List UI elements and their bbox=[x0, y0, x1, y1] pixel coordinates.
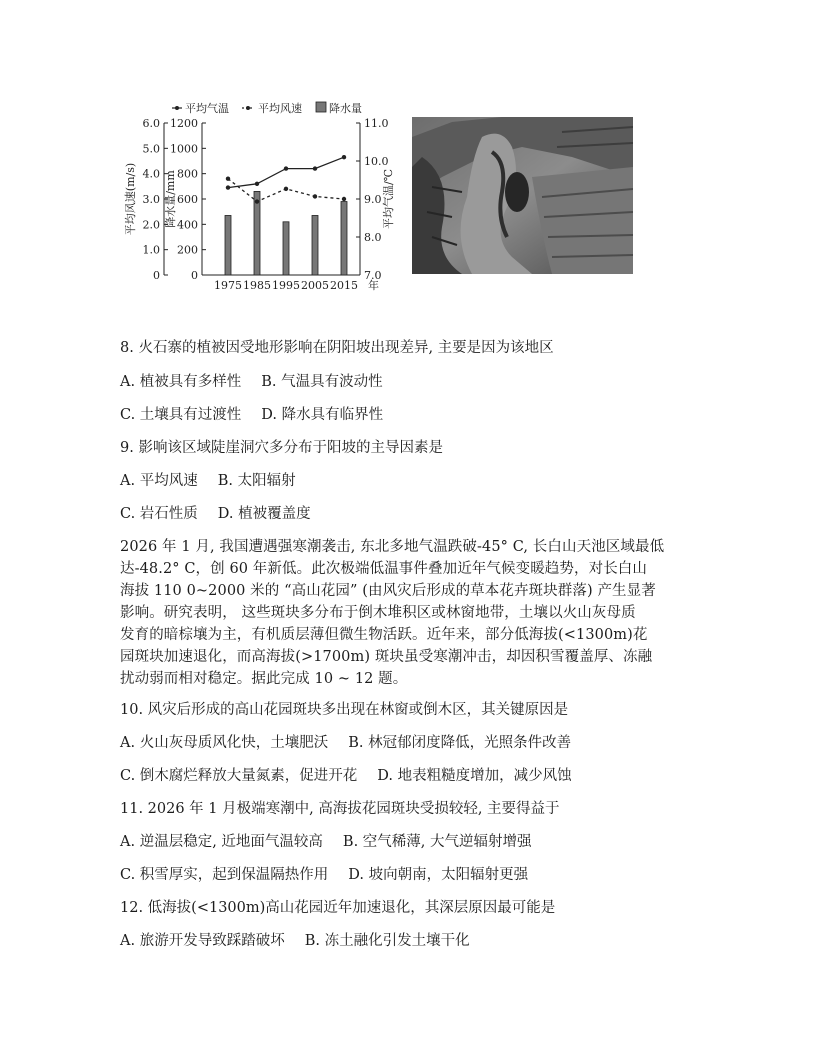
passage-line-6: 园斑块加速退化，而高海拔(>1700m) 斑块虽受寒潮冲击，却因积雪覆盖厚、冻融 bbox=[120, 649, 653, 665]
temperature-tick-label: 8.0 bbox=[364, 231, 382, 244]
q11-option-b: B. 空气稀薄, 大气逆辐射增强 bbox=[342, 834, 532, 850]
precip-bar bbox=[341, 202, 347, 275]
windspeed-tick-label: 2.0 bbox=[142, 218, 160, 232]
q8-options-row2 bbox=[120, 403, 383, 424]
x-tick-label: 2005 bbox=[301, 279, 329, 292]
precip-tick-label: 400 bbox=[177, 218, 198, 232]
q11-option-c: C. 积雪厚实，起到保温隔热作用 bbox=[120, 867, 329, 883]
precip-tick-label: 600 bbox=[177, 193, 198, 206]
q12-stem: 12. 低海拔(<1300m)高山花园近年加速退化，其深层原因最可能是 bbox=[120, 900, 556, 916]
legend-temperature: 平均气温 bbox=[185, 102, 229, 115]
q9-option-b: B. 太阳辐射 bbox=[217, 473, 296, 489]
windspeed-tick-label: 4.0 bbox=[142, 167, 160, 181]
temperature-axis-title: 平均气温/℃ bbox=[382, 168, 395, 230]
precip-bar bbox=[254, 191, 260, 275]
x-tick-label: 1985 bbox=[243, 279, 271, 292]
precip-tick-label: 200 bbox=[177, 243, 198, 257]
passage-line-3: 海拔 110 0~2000 米的 “高山花园” (由风灾后形成的草本花卉斑块群落) 产生显著 bbox=[120, 583, 656, 599]
passage-line-2: 达-48.2° C，创 60 年新低。此次极端低温事件叠加近年气候变暖趋势，对长白山 bbox=[120, 561, 648, 577]
temperature-point bbox=[255, 182, 259, 186]
temperature-tick-label: 11.0 bbox=[364, 117, 389, 130]
q8-option-d: D. 降水具有临界性 bbox=[261, 407, 384, 423]
legend-windspeed: 平均风速 bbox=[258, 102, 302, 115]
temperature-tick-label: 7.0 bbox=[364, 269, 382, 282]
q10-option-b: B. 林冠郁闭度降低，光照条件改善 bbox=[348, 735, 572, 751]
q11-options-row1 bbox=[120, 830, 532, 851]
q11-options-row2 bbox=[120, 863, 528, 884]
q8-stem: 8. 火石寨的植被因受地形影响在阴阳坡出现差异, 主要是因为该地区 bbox=[120, 340, 554, 356]
climate-chart bbox=[120, 96, 400, 296]
temperature-tick-label: 10.0 bbox=[364, 155, 389, 168]
q11-option-d: D. 坡向朝南，太阳辐射更强 bbox=[348, 867, 529, 883]
windspeed-point bbox=[226, 177, 230, 181]
q8-option-b: B. 气温具有波动性 bbox=[261, 374, 383, 390]
x-tick-label: 1995 bbox=[272, 279, 300, 292]
windspeed-axis-title: 平均风速(m/s) bbox=[124, 162, 137, 236]
passage-line-1: 2026 年 1 月, 我国遭遇强寒潮袭击, 东北多地气温跌破-45° C, 长白山天池区域最低 bbox=[120, 539, 665, 555]
q9-options-row2 bbox=[120, 502, 311, 523]
q9-option-d: D. 植被覆盖度 bbox=[217, 506, 311, 522]
q9-option-c: C. 岩石性质 bbox=[120, 506, 198, 522]
windspeed-tick-label: 1.0 bbox=[142, 243, 160, 257]
precip-bar bbox=[312, 215, 318, 275]
temperature-point bbox=[284, 166, 288, 170]
precip-tick-label: 0 bbox=[191, 269, 198, 282]
q10-stem: 10. 风灾后形成的高山花园斑块多出现在林窗或倒木区，其关键原因是 bbox=[120, 702, 569, 718]
windspeed-point bbox=[255, 199, 259, 203]
passage-line-5: 发育的暗棕壤为主，有机质层薄但微生物活跃。近年来，部分低海拔(<1300m)花 bbox=[120, 627, 648, 643]
q10-options-row1 bbox=[120, 731, 571, 752]
windspeed-tick-label: 0 bbox=[153, 269, 160, 282]
temperature-point bbox=[313, 166, 317, 170]
q9-options-row1 bbox=[120, 469, 296, 490]
q11-option-a: A. 逆温层稳定, 近地面气温较高 bbox=[120, 834, 323, 850]
windspeed-tick-label: 3.0 bbox=[142, 193, 160, 206]
windspeed-point bbox=[313, 194, 317, 198]
q10-option-d: D. 地表粗糙度增加，减少风蚀 bbox=[377, 768, 572, 784]
x-tick-label: 1975 bbox=[214, 279, 242, 292]
windspeed-point bbox=[342, 197, 346, 201]
windspeed-tick-label: 6.0 bbox=[142, 117, 160, 130]
windspeed-tick-label: 5.0 bbox=[142, 142, 160, 156]
q12-option-a: A. 旅游开发导致踩踏破坏 bbox=[120, 933, 285, 949]
precip-tick-label: 1200 bbox=[170, 117, 198, 130]
chart-legend bbox=[172, 101, 362, 115]
precip-bar bbox=[283, 222, 289, 275]
q8-options-row1 bbox=[120, 370, 383, 391]
temperature-tick-label: 9.0 bbox=[364, 193, 382, 206]
q10-option-c: C. 倒木腐烂释放大量氮素，促进开花 bbox=[120, 768, 358, 784]
passage-line-7: 扰动弱而相对稳定。据此完成 10 ~ 12 题。 bbox=[120, 671, 408, 687]
q11-stem: 11. 2026 年 1 月极端寒潮中, 高海拔花园斑块受损较轻, 主要得益于 bbox=[120, 801, 560, 817]
q9-stem: 9. 影响该区域陡崖洞穴多分布于阳坡的主导因素是 bbox=[120, 440, 443, 456]
q9-option-a: A. 平均风速 bbox=[120, 473, 198, 489]
precip-tick-label: 800 bbox=[177, 167, 198, 181]
precip-bar bbox=[225, 215, 231, 275]
temperature-line bbox=[228, 157, 344, 187]
x-axis-unit: 年 bbox=[368, 279, 379, 292]
x-tick-label: 2015 bbox=[330, 279, 358, 292]
temperature-point bbox=[226, 185, 230, 189]
q12-option-b: B. 冻土融化引发土壤干化 bbox=[304, 933, 470, 949]
q8-option-c: C. 土壤具有过渡性 bbox=[120, 407, 242, 423]
windspeed-point bbox=[284, 187, 288, 191]
temperature-point bbox=[342, 155, 346, 159]
cliff-cave-photo bbox=[412, 117, 633, 274]
q8-option-a: A. 植被具有多样性 bbox=[120, 374, 242, 390]
q10-option-a: A. 火山灰母质风化快，土壤肥沃 bbox=[120, 735, 329, 751]
precip-axis-title: 降水量/mm bbox=[164, 170, 177, 228]
precip-tick-label: 1000 bbox=[170, 142, 198, 156]
legend-precipitation: 降水量 bbox=[329, 102, 362, 115]
q12-options-row1 bbox=[120, 929, 470, 950]
passage-line-4: 影响。研究表明， 这些斑块多分布于倒木堆积区或林窗地带，土壤以火山灰母质 bbox=[120, 605, 636, 621]
q10-options-row2 bbox=[120, 764, 572, 785]
